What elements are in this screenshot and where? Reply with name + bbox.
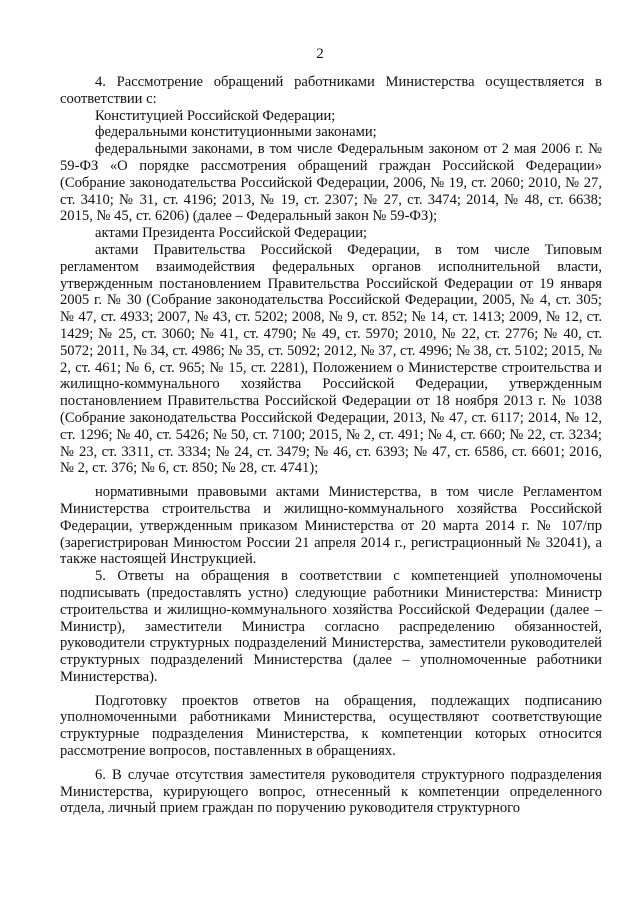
list-item-federal-laws: федеральными законами, в том числе Федеральным законом от 2 мая 2006 г. № 59-ФЗ «О порядке рассмотрения обращений граждан Российской Федерации» (Собрание законодательства Российской Федерации, 2006, № 19, ст. 2060; 2010, № 27, ст. 3410; № 31, ст. 4196; 2013, № 19, ст. 2307; № 27, ст. 3474; 2014, № 48, ст. 6638; 2015, № 45, ст. 6206) (далее – Федеральный закон № 59-ФЗ); bbox=[60, 141, 602, 225]
list-item-constitutional-laws: федеральными конституционными законами; bbox=[95, 124, 377, 141]
list-item-government-acts: актами Правительства Российской Федерации, в том числе Типовым регламентом взаимодействия федеральных органов исполнительной власти, утвержденным постановлением Правительства Российской Федерации от 19 января 2005 г. № 30 (Собрание законодательства Российской Федерации, 2005, № 4, ст. 305; № 47, ст. 4933; 2007, № 43, ст. 5202; 2008, № 9, ст. 852; № 14, ст. 1413; 2009, № 12, ст. 1429; № 25, ст. 3060; № 41, ст. 4790; № 49, ст. 5970; 2010, № 22, ст. 2776; № 40, ст. 5072; 2011, № 34, ст. 4986; № 35, ст. 5092; 2012, № 37, ст. 4996; № 38, ст. 5102; 2015, № 2, ст. 461; № 6, ст. 965; № 15, ст. 2281), Положением о Министерстве строительства и жилищно-коммунального хозяйства Российской Федерации, утвержденным постановлением Правительства Российской Федерации от 18 ноября 2013 г. № 1038 (Собрание законодательства Российской Федерации, 2013, № 47, ст. 6117; 2014, № 12, ст. 1296; № 40, ст. 5426; № 50, ст. 7100; 2015, № 2, ст. 491; № 4, ст. 660; № 22, ст. 3234; № 23, ст. 3311, ст. 3334; № 24, ст. 3479; № 46, ст. 6393; № 47, ст. 6586, ст. 6601; 2016, № 2, ст. 376; № 6, ст. 850; № 28, ст. 4741); bbox=[60, 241, 602, 477]
page-number: 2 bbox=[316, 46, 324, 62]
list-item-constitution: Конституцией Российской Федерации; bbox=[95, 107, 336, 124]
list-item-ministry-acts: нормативными правовыми актами Министерства, в том числе Регламентом Министерства строительства и жилищно-коммунального хозяйства Российской Федерации, утвержденным приказом Министерства от 20 марта 2014 г. № 107/пр (зарегистрирован Минюстом России 21 апреля 2014 г., регистрационный № 32041), а также настоящей Инструкцией. bbox=[60, 484, 602, 568]
paragraph-5-preparation: Подготовку проектов ответов на обращения, подлежащих подписанию уполномоченными работниками Министерства, осуществляют соответствующие структурные подразделения Министерства, к компетенции которых относится рассмотрение вопросов, поставленных в обращениях. bbox=[60, 692, 602, 760]
document-body bbox=[60, 74, 602, 817]
list-item-presidential-acts: актами Президента Российской Федерации; bbox=[95, 225, 368, 242]
paragraph-6: 6. В случае отсутствия заместителя руководителя структурного подразделения Министерства, курирующего вопрос, отнесенный к компетенции определенного отдела, личный прием граждан по поручению руководителя структурного bbox=[60, 766, 602, 817]
paragraph-4: 4. Рассмотрение обращений работниками Министерства осуществляется в соответствии с: bbox=[60, 74, 602, 107]
paragraph-5: 5. Ответы на обращения в соответствии с компетенцией уполномочены подписывать (предоставлять устно) следующие работники Министерства: Министр строительства и жилищно-коммунального хозяйства Российской Федерации (далее – Министр), заместители Министра согласно распределению обязанностей, руководители структурных подразделений Министерства, заместители руководителей структурных подразделений Министерства (далее – уполномоченные работники Министерства). bbox=[60, 568, 602, 685]
